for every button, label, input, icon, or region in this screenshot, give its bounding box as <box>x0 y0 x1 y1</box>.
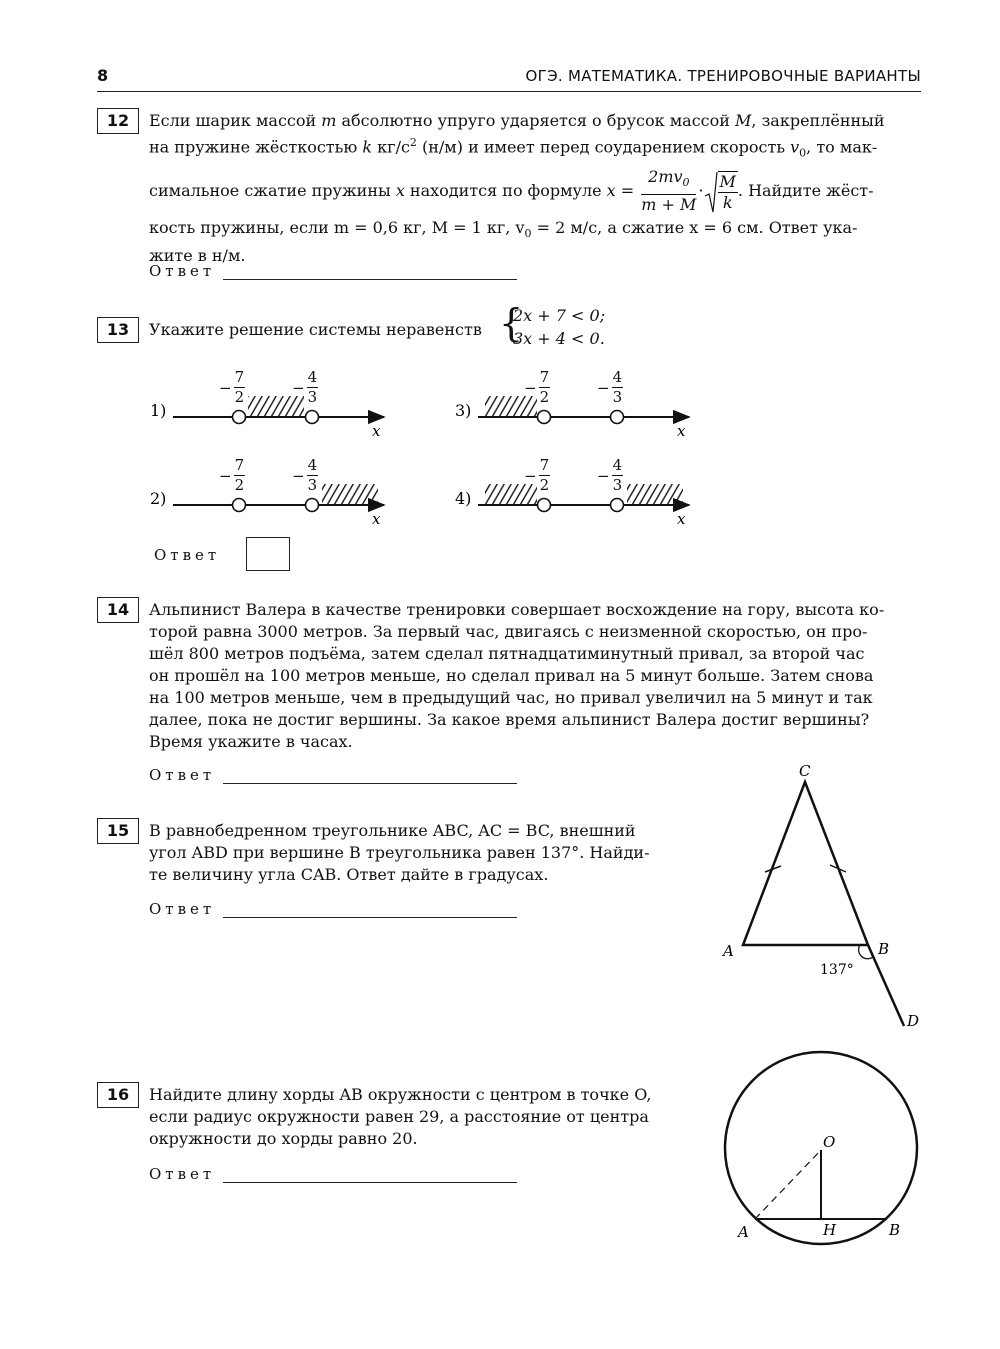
option-2-point-b <box>306 499 319 512</box>
tick-minus: − <box>597 466 610 485</box>
page-number: 8 <box>97 66 109 85</box>
question-number-15: 15 <box>97 818 139 844</box>
question-16-text <box>149 1084 700 1150</box>
q14-line: он прошёл на 100 метров меньше, но сделал привал на 5 минут больше. Затем снова <box>149 666 874 685</box>
formula-sqrt: $\frac{M}{k}$ <box>704 165 738 217</box>
label-a-circle: A <box>738 1223 749 1241</box>
tick-denominator: 2 <box>234 388 245 406</box>
tick-numerator: 7 <box>539 456 550 474</box>
option-3-label: 3) <box>455 401 472 420</box>
option-4-axis-label: x <box>677 510 686 528</box>
q14-line: торой равна 3000 метров. За первый час, двигаясь с неизменной скоростью, он про- <box>149 622 868 641</box>
tick-numerator: 7 <box>539 368 550 386</box>
label-angle: 137° <box>820 962 854 978</box>
q16-line: окружности до хорды равно 20. <box>149 1129 418 1148</box>
label-b: B <box>878 940 890 958</box>
option-1-point-a <box>233 411 246 424</box>
option-4-label: 4) <box>455 489 472 508</box>
answer-field-14[interactable] <box>223 783 517 784</box>
tick-denominator: 2 <box>539 388 550 406</box>
tick-numerator: 7 <box>234 456 245 474</box>
option-2-hatch <box>322 484 378 504</box>
tick-denominator: 3 <box>307 476 318 494</box>
answer-label-13: Ответ <box>154 546 221 564</box>
option-4-number-line[interactable] <box>455 484 689 528</box>
option-4-point-a <box>538 499 551 512</box>
label-d: D <box>907 1012 920 1030</box>
tick-numerator: 4 <box>612 456 623 474</box>
tick-label-2-2 <box>292 456 318 495</box>
question-13-text: Укажите решение системы неравенств <box>149 320 482 339</box>
option-2-axis-label: x <box>372 510 381 528</box>
label-c: C <box>799 762 811 780</box>
tick-minus: − <box>292 378 305 397</box>
answer-field-15[interactable] <box>223 917 517 918</box>
q15-line: угол ABD при вершине B треугольника равен 137°. Найди- <box>149 843 650 862</box>
option-2-number-line[interactable] <box>150 484 384 528</box>
tick-label-4-1 <box>524 456 550 495</box>
tick-denominator: 2 <box>539 476 550 494</box>
inequality-system <box>513 304 605 350</box>
question-number-12: 12 <box>97 108 139 134</box>
answer-label-14: Ответ <box>149 766 216 784</box>
formula-lhs: x = <box>606 180 635 200</box>
tick-denominator: 2 <box>234 476 245 494</box>
tick-minus: − <box>597 378 610 397</box>
q14-line: Альпинист Валера в качестве тренировки совершает восхождение на гору, высота ко- <box>149 600 885 619</box>
option-3-point-b <box>611 411 624 424</box>
q12-line-4: кость пружины, если m = 0,6 кг, M = 1 кг, $v_0 = 2$ м/с, а сжатие x = 6 см. Ответ ука- <box>149 217 858 240</box>
tick-label-1-2 <box>292 368 318 407</box>
option-4-point-b <box>611 499 624 512</box>
q14-line: далее, пока не достиг вершины. За какое время альпинист Валера достиг вершины? <box>149 710 870 729</box>
triangle-figure <box>715 760 935 1040</box>
option-1-number-line[interactable] <box>150 396 384 440</box>
option-1-label: 1) <box>150 401 167 420</box>
option-3-point-a <box>538 411 551 424</box>
option-1-axis-label: x <box>372 422 381 440</box>
q15-line: В равнобедренном треугольнике ABC, AC = BC, внешний <box>149 821 636 840</box>
running-title: ОГЭ. МАТЕМАТИКА. ТРЕНИРОВОЧНЫЕ ВАРИАНТЫ <box>525 67 921 85</box>
triangle-abc <box>743 782 868 945</box>
q12-line-5: жите в н/м. <box>149 245 246 265</box>
option-3-number-line[interactable] <box>455 396 689 440</box>
answer-field-16[interactable] <box>223 1182 517 1183</box>
option-4-hatch-right <box>627 484 683 504</box>
tick-denominator: 3 <box>307 388 318 406</box>
q14-line: шёл 800 метров подъёма, затем сделал пятнадцатиминутный привал, за второй час <box>149 644 865 663</box>
tick-label-3-2 <box>597 368 623 407</box>
q16-line: если радиус окружности равен 29, а расстояние от центра <box>149 1107 649 1126</box>
answer-box-13[interactable] <box>246 537 290 571</box>
tick-numerator: 4 <box>307 368 318 386</box>
formula-fraction: $\frac{2mv_0}{m + M}$ <box>641 167 697 214</box>
tick-minus: − <box>219 378 232 397</box>
inequality-1: 2x + 7 < 0; <box>513 306 606 325</box>
question-number-14: 14 <box>97 597 139 623</box>
inequality-2: 3x + 4 < 0. <box>513 329 605 348</box>
question-12-text <box>149 110 921 267</box>
tick-label-4-2 <box>597 456 623 495</box>
tick-minus: − <box>524 466 537 485</box>
option-1-point-b <box>306 411 319 424</box>
tick-label-2-1 <box>219 456 245 495</box>
tick-numerator: 4 <box>612 368 623 386</box>
q16-line: Найдите длину хорды AB окружности с центром в точке O, <box>149 1085 652 1104</box>
tick-minus: − <box>524 378 537 397</box>
answer-label-15: Ответ <box>149 900 216 918</box>
option-2-point-a <box>233 499 246 512</box>
question-14-text <box>149 599 921 753</box>
question-15-text <box>149 820 700 886</box>
question-number-13: 13 <box>97 317 139 343</box>
option-3-axis-label: x <box>677 422 686 440</box>
question-number-16: 16 <box>97 1082 139 1108</box>
header-rule <box>97 91 921 92</box>
tick-label-1-1 <box>219 368 245 407</box>
tick-numerator: 7 <box>234 368 245 386</box>
tick-minus: − <box>219 466 232 485</box>
answer-label-12: Ответ <box>149 262 216 280</box>
q14-line: Время укажите в часах. <box>149 732 353 751</box>
label-h: H <box>823 1221 837 1239</box>
q14-line: на 100 метров меньше, чем в предыдущий час, но привал увеличил на 5 минут и так <box>149 688 873 707</box>
label-b-circle: B <box>889 1221 901 1239</box>
label-a: A <box>723 942 734 960</box>
system-brace: { <box>499 301 524 345</box>
q12-line-2: на пружине жёсткостью k $кг/с^2$ (н/м) и имеет перед соударением скорость $v_0$, то мак- <box>149 136 878 160</box>
answer-label-16: Ответ <box>149 1165 216 1183</box>
q15-line: те величину угла CAB. Ответ дайте в градусах. <box>149 865 549 884</box>
tick-denominator: 3 <box>612 388 623 406</box>
tick-minus: − <box>292 466 305 485</box>
answer-field-12[interactable] <box>223 279 517 280</box>
tick-denominator: 3 <box>612 476 623 494</box>
tick-label-3-1 <box>524 368 550 407</box>
segment-oa-dashed <box>755 1150 821 1219</box>
circle-figure <box>715 1045 945 1255</box>
q12-line-1: Если шарик массой m абсолютно упруго ударяется о брусок массой M, закреплённый <box>149 111 885 130</box>
q12-line-3: симальное сжатие пружины x находится по формуле x = $\frac{2mv_0}{m + M}$ · $\frac{M}{k}$ . Найдите жёст- <box>149 165 921 217</box>
label-o: O <box>823 1133 836 1151</box>
tick-numerator: 4 <box>307 456 318 474</box>
option-2-label: 2) <box>150 489 167 508</box>
